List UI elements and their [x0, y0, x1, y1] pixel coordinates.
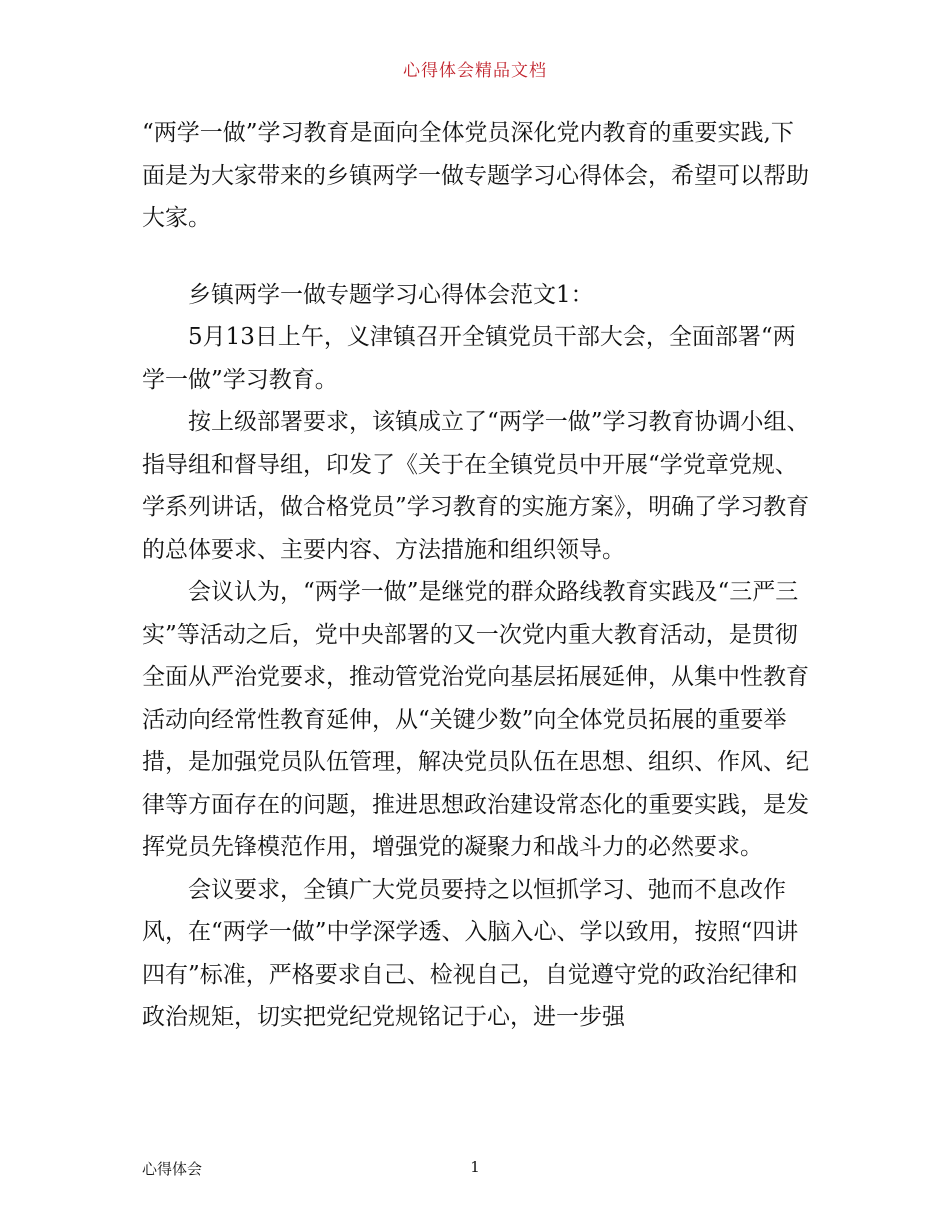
paragraph-gap: [142, 240, 814, 274]
page-header-title: 心得体会精品文档: [403, 61, 547, 81]
body-paragraph-1: 5月13日上午，义津镇召开全镇党员干部大会，全面部署“两学一做”学习教育。: [142, 324, 796, 393]
body-paragraph-4: 会议要求，全镇广大党员要持之以恒抓学习、弛而不息改作风，在“两学一做”中学深学透、入脑入心、学以致用，按照“四讲四有”标准，严格要求自己、检视自己，自觉遵守党的政治纪律和政治规矩，切实把党纪党规铭记于心，进一步强: [142, 876, 799, 1030]
body-paragraph-2: 按上级部署要求，该镇成立了“两学一做”学习教育协调小组、指导组和督导组，印发了《关于在全镇党员中开展“学党章党规、学系列讲话，做合格党员”学习教育的实施方案》，明确了学习教育的总体要求、主要内容、方法措施和组织领导。: [142, 409, 810, 563]
footer-label: 心得体会: [142, 1160, 203, 1178]
section-title: 乡镇两学一做专题学习心得体会范文1：: [188, 281, 594, 308]
document-body: [142, 112, 814, 1039]
intro-paragraph: “两学一做”学习教育是面向全体党员深化党内教育的重要实践,下面是为大家带来的乡镇两学一做专题学习心得体会，希望可以帮助大家。: [142, 120, 809, 231]
page-number: 1: [470, 1158, 480, 1176]
body-paragraph-3: 会议认为，“两学一做”是继党的群众路线教育实践及“三严三实”等活动之后，党中央部署的又一次党内重大教育活动，是贯彻全面从严治党要求，推动管党治党向基层拓展延伸，从集中性教育活动向经常性教育延伸，从“关键少数”向全体党员拓展的重要举措，是加强党员队伍管理，解决党员队伍在思想、组织、作风、纪律等方面存在的问题，推进思想政治建设常态化的重要实践，是发挥党员先锋模范作用，增强党的凝聚力和战斗力的必然要求。: [142, 579, 809, 860]
